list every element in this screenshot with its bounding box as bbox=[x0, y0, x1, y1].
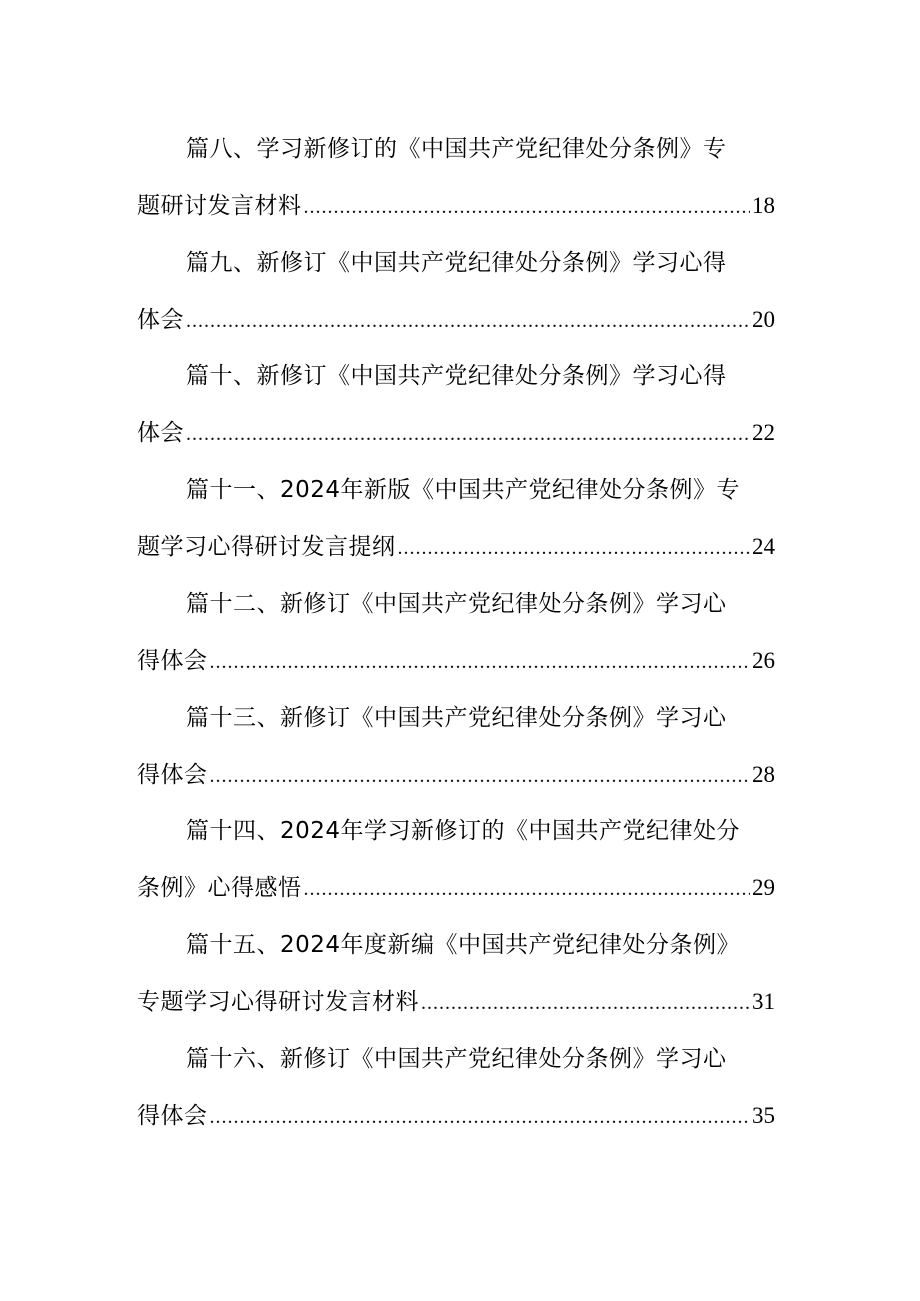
toc-entry-title-continued: 体会 bbox=[137, 420, 184, 446]
page-number: 31 bbox=[752, 989, 775, 1014]
dot-leader bbox=[186, 416, 750, 452]
toc-entry-title: 篇十五、2024年度新编《中国共产党纪律处分条例》 bbox=[186, 932, 741, 958]
page-number: 26 bbox=[752, 648, 775, 673]
toc-entry-continuation bbox=[137, 643, 775, 679]
page-number: 22 bbox=[752, 420, 775, 445]
toc-entry-title-continued: 得体会 bbox=[137, 1103, 208, 1129]
page-number: 20 bbox=[752, 307, 775, 332]
dot-leader bbox=[304, 189, 751, 225]
toc-entry-title: 篇十六、新修订《中国共产党纪律处分条例》学习心 bbox=[186, 1046, 727, 1072]
toc-entry-title-continued: 得体会 bbox=[137, 762, 208, 788]
dot-leader bbox=[421, 985, 750, 1021]
toc-entry-continuation bbox=[137, 1098, 775, 1134]
toc-entry-title-continued: 专题学习心得研讨发言材料 bbox=[137, 989, 419, 1015]
toc-entry-title-continued: 得体会 bbox=[137, 648, 208, 674]
toc-entry-continuation bbox=[137, 415, 775, 451]
toc-entry-title-continued: 条例》心得感悟 bbox=[137, 875, 302, 901]
dot-leader bbox=[186, 303, 750, 339]
page-number: 18 bbox=[752, 193, 775, 218]
toc-entry-title: 篇十三、新修订《中国共产党纪律处分条例》学习心 bbox=[186, 705, 727, 731]
toc-entry-title-continued: 题研讨发言材料 bbox=[137, 193, 302, 219]
toc-entry-title: 篇十二、新修订《中国共产党纪律处分条例》学习心 bbox=[186, 591, 727, 617]
toc-entry-continuation bbox=[137, 870, 775, 906]
toc-entry-continuation bbox=[137, 188, 775, 224]
toc-entry-continuation bbox=[137, 529, 775, 565]
dot-leader bbox=[304, 871, 751, 907]
page-number: 24 bbox=[752, 534, 775, 559]
toc-entry-title: 篇九、新修订《中国共产党纪律处分条例》学习心得 bbox=[186, 250, 727, 276]
toc-entry-title-continued: 体会 bbox=[137, 307, 184, 333]
dot-leader bbox=[210, 644, 751, 680]
toc-entry-continuation bbox=[137, 302, 775, 338]
page-number: 29 bbox=[752, 875, 775, 900]
toc-entry-title: 篇十四、2024年学习新修订的《中国共产党纪律处分 bbox=[186, 818, 741, 844]
dot-leader bbox=[210, 1099, 751, 1135]
page-number: 35 bbox=[752, 1103, 775, 1128]
toc-entry-continuation bbox=[137, 757, 775, 793]
toc-entry-title: 篇八、学习新修订的《中国共产党纪律处分条例》专 bbox=[186, 136, 727, 162]
toc-entry-title-continued: 题学习心得研讨发言提纲 bbox=[137, 534, 396, 560]
page-number: 28 bbox=[752, 762, 775, 787]
toc-entry-title: 篇十、新修订《中国共产党纪律处分条例》学习心得 bbox=[186, 363, 727, 389]
toc-entry-continuation bbox=[137, 984, 775, 1020]
dot-leader bbox=[398, 530, 751, 566]
dot-leader bbox=[210, 758, 751, 794]
toc-entry-title: 篇十一、2024年新版《中国共产党纪律处分条例》专 bbox=[186, 477, 741, 503]
